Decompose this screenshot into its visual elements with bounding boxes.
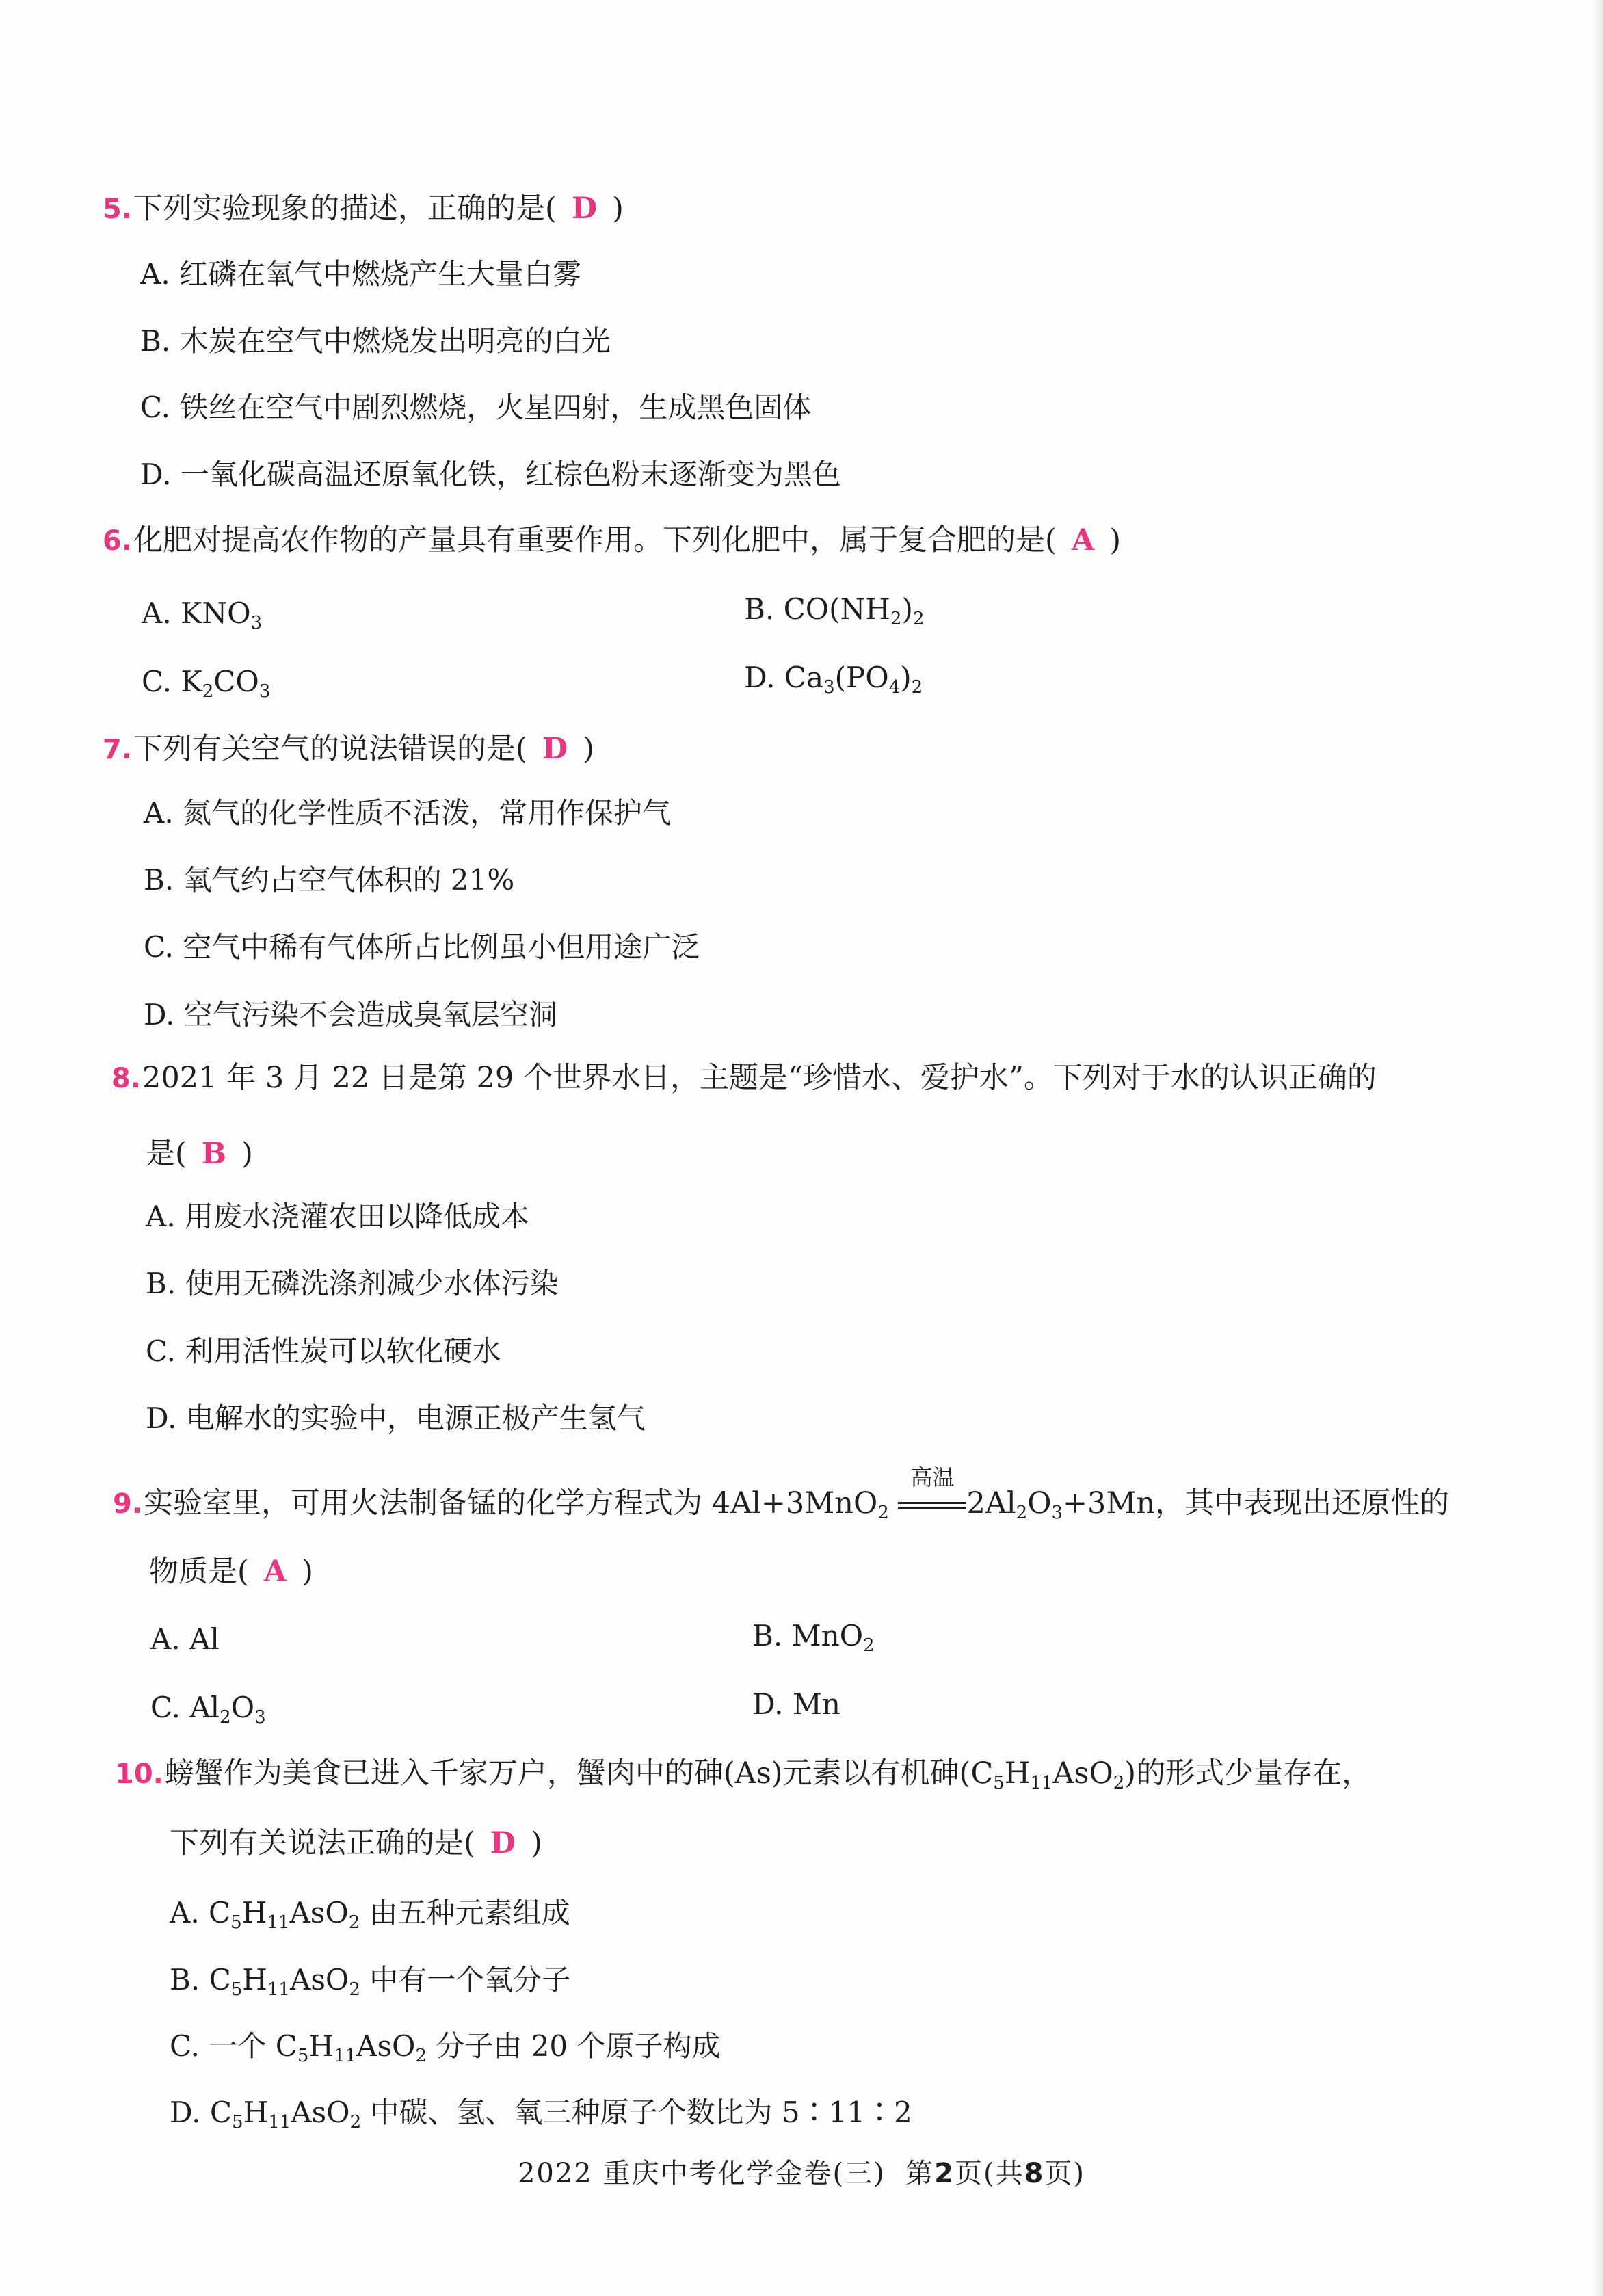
question-10-stem-cont: 下列有关说法正确的是( D ) xyxy=(170,1826,542,1860)
question-8-stem: 8.2021 年 3 月 22 日是第 29 个世界水日，主题是“珍惜水、爱护水”。下列对于水的认识正确的 xyxy=(111,1057,1377,1099)
option: C. 空气中稀有气体所占比例虽小但用途广泛 xyxy=(144,930,700,964)
option: D. $Ca_3(PO_4)_2$ xyxy=(744,661,923,698)
option: B. 木炭在空气中燃烧发出明亮的白光 xyxy=(140,324,611,358)
option: A. 用废水浇灌农田以降低成本 xyxy=(146,1200,530,1233)
option: D. 电解水的实验中，电源正极产生氢气 xyxy=(146,1401,646,1435)
question-7-stem: 7.下列有关空气的说法错误的是( D ) xyxy=(103,728,594,770)
footer-title: 2022 重庆中考化学金卷(三) xyxy=(517,2158,886,2189)
option: D. Mn xyxy=(752,1687,840,1721)
option: B. 使用无磷洗涤剂减少水体污染 xyxy=(146,1267,559,1300)
option: C. 铁丝在空气中剧烈燃烧，火星四射，生成黑色固体 xyxy=(140,391,812,424)
question-10-stem: 10.螃蟹作为美食已进入千家万户，蟹肉中的砷(As)元素以有机砷$(C_5H_{11}AsO_2)$的形式少量存在， xyxy=(115,1753,1371,1795)
reaction-condition: 高温 xyxy=(898,1483,966,1524)
question-number: 6. xyxy=(103,525,133,557)
option: B. 氧气约占空气体积的 21% xyxy=(144,863,515,897)
option: C. 一个 $C_5H_{11}AsO_2$ 分子由 20 个原子构成 xyxy=(170,2029,721,2066)
question-9-stem-cont: 物质是( A ) xyxy=(149,1555,313,1589)
question-6-stem: 6.化肥对提高农作物的产量具有重要作用。下列化肥中，属于复合肥的是( A ) xyxy=(103,520,1121,562)
answer-mark: A xyxy=(1071,523,1095,557)
answer-mark: D xyxy=(542,732,568,766)
page-footer: 2022 重庆中考化学金卷(三) 第2页(共8页) xyxy=(517,2158,1086,2189)
question-number: 7. xyxy=(103,734,133,765)
option: A. Al xyxy=(150,1622,220,1656)
question-number: 9. xyxy=(113,1488,143,1520)
option: D. 一氧化碳高温还原氧化铁，红棕色粉末逐渐变为黑色 xyxy=(140,458,841,491)
page-number: 2 xyxy=(934,2158,955,2189)
answer-mark: D xyxy=(490,1826,516,1860)
question-8-stem-cont: 是( B ) xyxy=(146,1137,253,1171)
answer-mark: A xyxy=(263,1555,287,1589)
question-number: 8. xyxy=(111,1063,142,1094)
option: D. $C_5H_{11}AsO_2$ 中碳、氢、氧三种原子个数比为 5∶11∶2 xyxy=(170,2096,912,2133)
option: B. $C_5H_{11}AsO_2$ 中有一个氧分子 xyxy=(170,1963,571,2000)
question-9-stem: 9.实验室里，可用火法制备锰的化学方程式为 4Al+3MnO$_2$ 高温 $2Al_2O_3+3Mn$，其中表现出还原性的 xyxy=(113,1464,1450,1523)
option: A. 红磷在氧气中燃烧产生大量白雾 xyxy=(140,257,582,291)
option: C. $Al_2O_3$ xyxy=(150,1691,266,1728)
option: A. $KNO_3$ xyxy=(142,596,263,633)
option: B. MnO$_2$ xyxy=(752,1619,875,1656)
answer-mark: D xyxy=(571,192,598,226)
page-edge-shadow xyxy=(1593,0,1603,2296)
option: C. $K_2CO_3$ xyxy=(142,665,271,702)
option: A. 氮气的化学性质不活泼，常用作保护气 xyxy=(144,796,672,830)
question-5-stem: 5.下列实验现象的描述，正确的是( D ) xyxy=(103,188,624,230)
option: A. $C_5H_{11}AsO_2$ 由五种元素组成 xyxy=(170,1896,570,1933)
option: D. 空气污染不会造成臭氧层空洞 xyxy=(144,998,557,1031)
option: C. 利用活性炭可以软化硬水 xyxy=(146,1334,501,1368)
option: B. $CO(NH_2)_2$ xyxy=(744,592,925,629)
question-number: 10. xyxy=(115,1758,163,1790)
page-total: 8 xyxy=(1024,2158,1045,2189)
answer-mark: B xyxy=(201,1137,227,1171)
question-number: 5. xyxy=(103,194,133,225)
